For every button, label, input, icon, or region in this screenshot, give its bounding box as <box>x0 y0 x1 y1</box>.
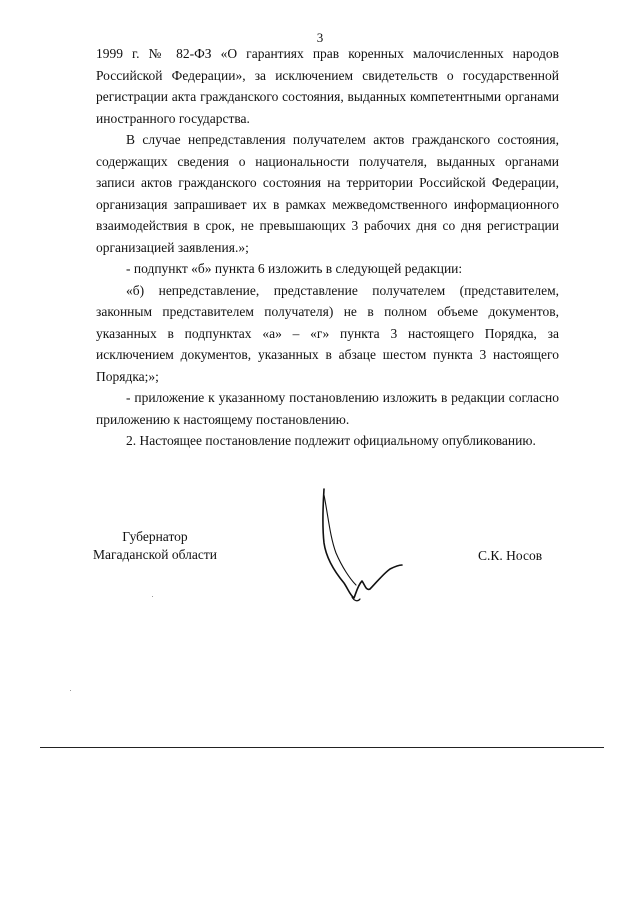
signatory-title-line1: Губернатор <box>122 529 188 544</box>
paragraph-subpoint-b-text: «б) непредставление, представление получателем (представителем, законным представителем получателя) не в полном объеме документов, указанных в подпунктах «а» – «г» пункта 3 настоящего Порядка, за исключением документов, указанных в абзаце шестом пункта 3 настоящего Порядка;»; <box>96 282 559 384</box>
paragraph-federal-law-reference: 1999 г. № 82-ФЗ «О гарантиях прав коренных малочисленных народов Российской Федерации», за исключением свидетельств о государственной регистрации акта гражданского состояния, выданных компетентными органами иностранного государства. <box>96 46 559 126</box>
paragraph-appendix-amendment: - приложение к указанному постановлению изложить в редакции согласно приложению к настоящему постановлению. <box>96 390 559 427</box>
signatory-name: С.К. Носов <box>478 548 543 563</box>
scan-speck <box>70 690 71 691</box>
document-body <box>96 43 559 452</box>
paragraph-civil-status-request: В случае непредставления получателем актов гражданского состояния, содержащих сведения о национальности получателя, выданных органами записи актов гражданского состояния на территории Российской Федерации, организация запрашивает их в рамках межведомственного информационного взаимодействия в срок, не превышающих 3 рабочих дня со дня регистрации организацией заявления.»; <box>96 132 559 255</box>
footer-divider-line <box>40 747 604 748</box>
signatory-title <box>93 528 217 564</box>
page-number: 3 <box>316 30 324 45</box>
handwritten-signature <box>312 485 404 605</box>
scan-speck <box>152 596 153 597</box>
signatory-title-line2: Магаданской области <box>93 547 217 562</box>
paragraph-publication: 2. Настоящее постановление подлежит официальному опубликованию. <box>126 433 536 448</box>
paragraph-subpoint-b-intro: - подпункт «б» пункта 6 изложить в следующей редакции: <box>126 261 463 276</box>
